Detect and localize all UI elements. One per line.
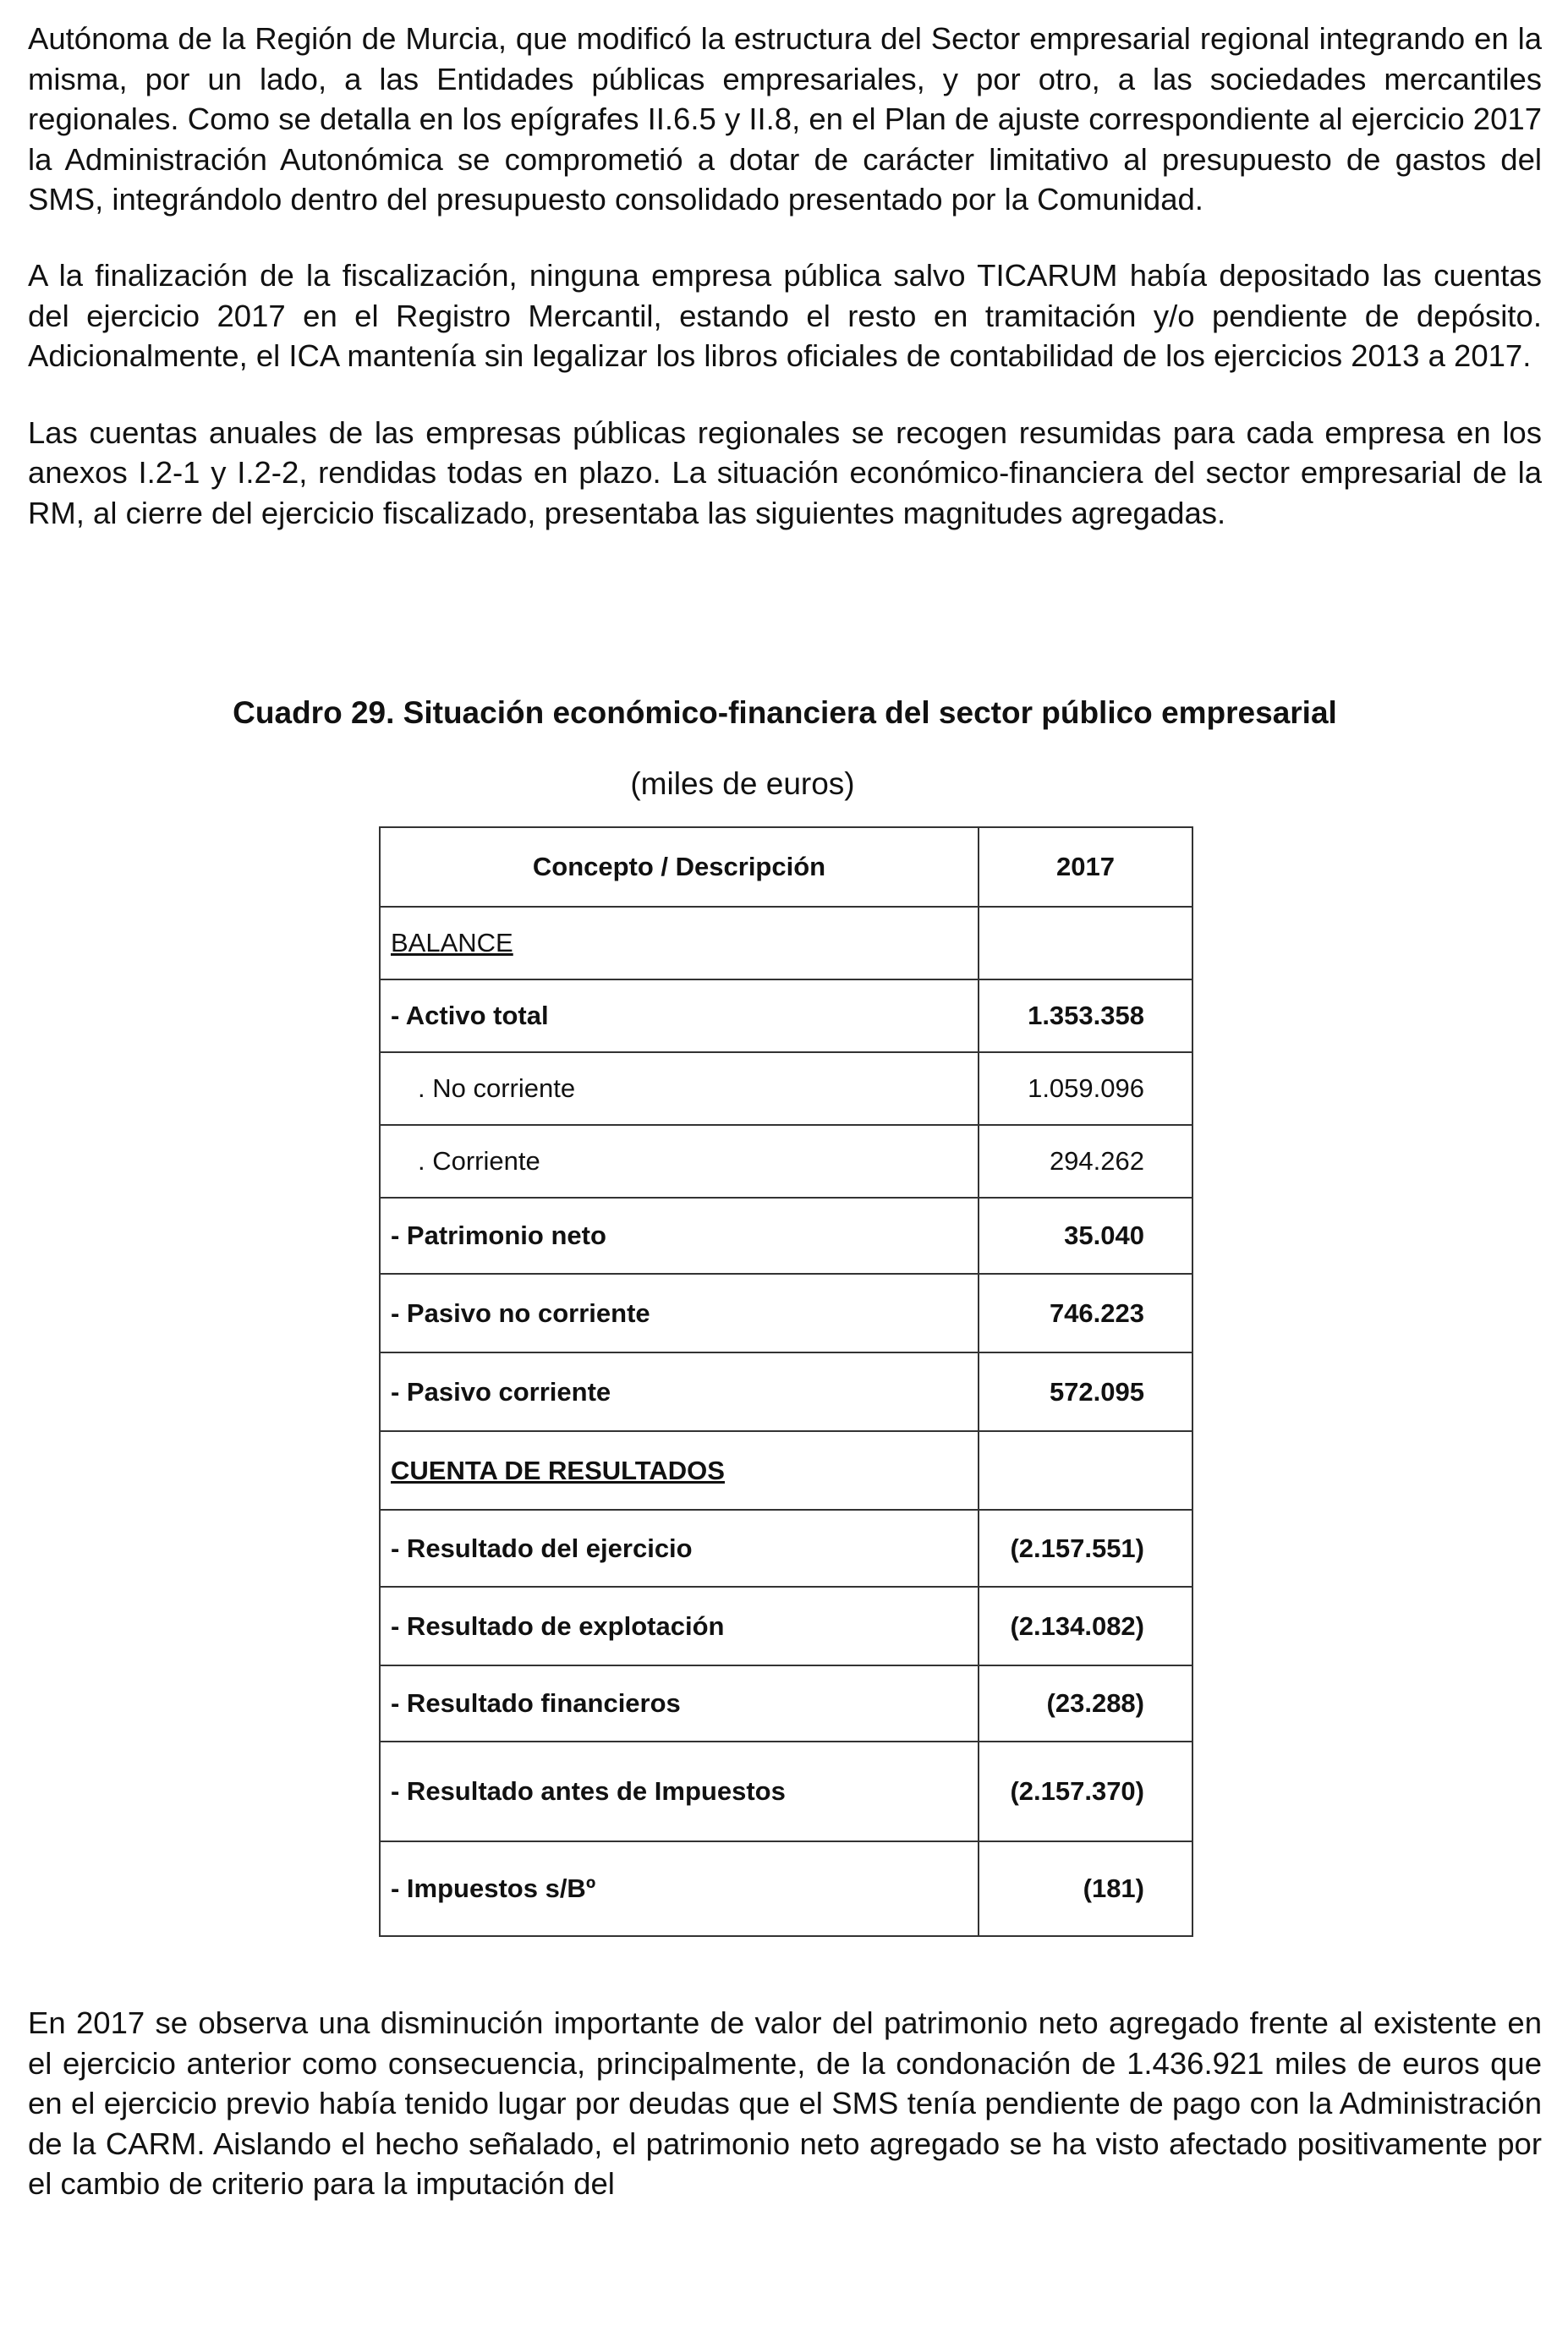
header-year: 2017 (979, 827, 1192, 907)
paragraph-intro: Autónoma de la Región de Murcia, que modificó la estructura del Sector empresarial regional integrando en la misma, por un lado, a las Entidades públicas empresariales, y por otro, a las sociedades mercantiles regionales. Como se detalla en los epígrafes II.6.5 y II.8, en el Plan de ajuste correspondiente al ejercicio 2017 la Administración Autonómica se comprometió a dotar de carácter limitativo al presupuesto de gastos del SMS, integrándolo dentro del presupuesto consolidado presentado por la Comunidad. (28, 21, 1542, 217)
table-row (380, 1274, 1192, 1352)
table-row (380, 1198, 1192, 1274)
table-row (380, 1510, 1192, 1587)
table-row (380, 979, 1192, 1052)
section-label-cuenta-resultados: CUENTA DE RESULTADOS (380, 1431, 979, 1510)
table-row (380, 1742, 1192, 1841)
section-label-balance: BALANCE (380, 907, 979, 979)
paragraph-wrapper-conclusion (28, 2003, 1542, 2204)
table-row (380, 1352, 1192, 1431)
row-value: 1.353.358 (979, 979, 1192, 1052)
table-header-row (380, 827, 1192, 907)
row-label: . Corriente (380, 1125, 979, 1198)
row-label: - Resultado del ejercicio (380, 1510, 979, 1587)
row-label: . No corriente (380, 1052, 979, 1125)
row-value: 746.223 (979, 1274, 1192, 1352)
document-page (28, 19, 1542, 2202)
row-value (979, 907, 1192, 979)
row-label: - Patrimonio neto (380, 1198, 979, 1274)
row-value (979, 1431, 1192, 1510)
paragraph-patrimonio-neto: En 2017 se observa una disminución importante de valor del patrimonio neto agregado frente al existente en el ejercicio anterior como consecuencia, principalmente, de la condonación de 1.436.921 miles de euros que en el ejercicio previo había tenido lugar por deudas que el SMS tenía pendiente de pago con la Administración de la CARM. Aislando el hecho señalado, el patrimonio neto agregado se ha visto afectado positivamente por el cambio de criterio para la imputación del (28, 2005, 1542, 2202)
row-label: - Impuestos s/Bº (380, 1841, 979, 1936)
row-value: (181) (979, 1841, 1192, 1936)
row-value: 572.095 (979, 1352, 1192, 1431)
financial-table (379, 826, 1193, 1937)
row-value: (2.157.370) (979, 1742, 1192, 1841)
table-units: (miles de euros) (630, 766, 855, 801)
row-value: (2.157.551) (979, 1510, 1192, 1587)
row-value: (2.134.082) (979, 1587, 1192, 1665)
table-row (380, 1431, 1192, 1510)
paragraph-fiscalizacion: A la finalización de la fiscalización, ninguna empresa pública salvo TICARUM había depositado las cuentas del ejercicio 2017 en el Registro Mercantil, estando el resto en tramitación y/o pendiente de depósito. Adicionalmente, el ICA mantenía sin legalizar los libros oficiales de contabilidad de los ejercicios 2013 a 2017. (28, 257, 1542, 374)
row-value: 1.059.096 (979, 1052, 1192, 1125)
table-row (380, 1587, 1192, 1665)
table-row (380, 907, 1192, 979)
row-value: 35.040 (979, 1198, 1192, 1274)
table-title: Cuadro 29. Situación económico-financiera del sector público empresarial (233, 695, 1337, 730)
table-row (380, 1841, 1192, 1936)
row-label: - Resultado financieros (380, 1665, 979, 1742)
row-value: 294.262 (979, 1125, 1192, 1198)
row-label: - Resultado de explotación (380, 1587, 979, 1665)
row-label: - Resultado antes de Impuestos (380, 1742, 979, 1841)
row-label: - Activo total (380, 979, 979, 1052)
table-row (380, 1052, 1192, 1125)
row-value: (23.288) (979, 1665, 1192, 1742)
table-row (380, 1665, 1192, 1742)
table-row (380, 1125, 1192, 1198)
header-concept: Concepto / Descripción (380, 827, 979, 907)
row-label: - Pasivo corriente (380, 1352, 979, 1431)
row-label: - Pasivo no corriente (380, 1274, 979, 1352)
paragraph-cuentas-anuales: Las cuentas anuales de las empresas públicas regionales se recogen resumidas para cada empresa en los anexos I.2-1 y I.2-2, rendidas todas en plazo. La situación económico-financiera del sector empresarial de la RM, al cierre del ejercicio fiscalizado, presentaba las siguientes magnitudes agregadas. (28, 414, 1542, 530)
